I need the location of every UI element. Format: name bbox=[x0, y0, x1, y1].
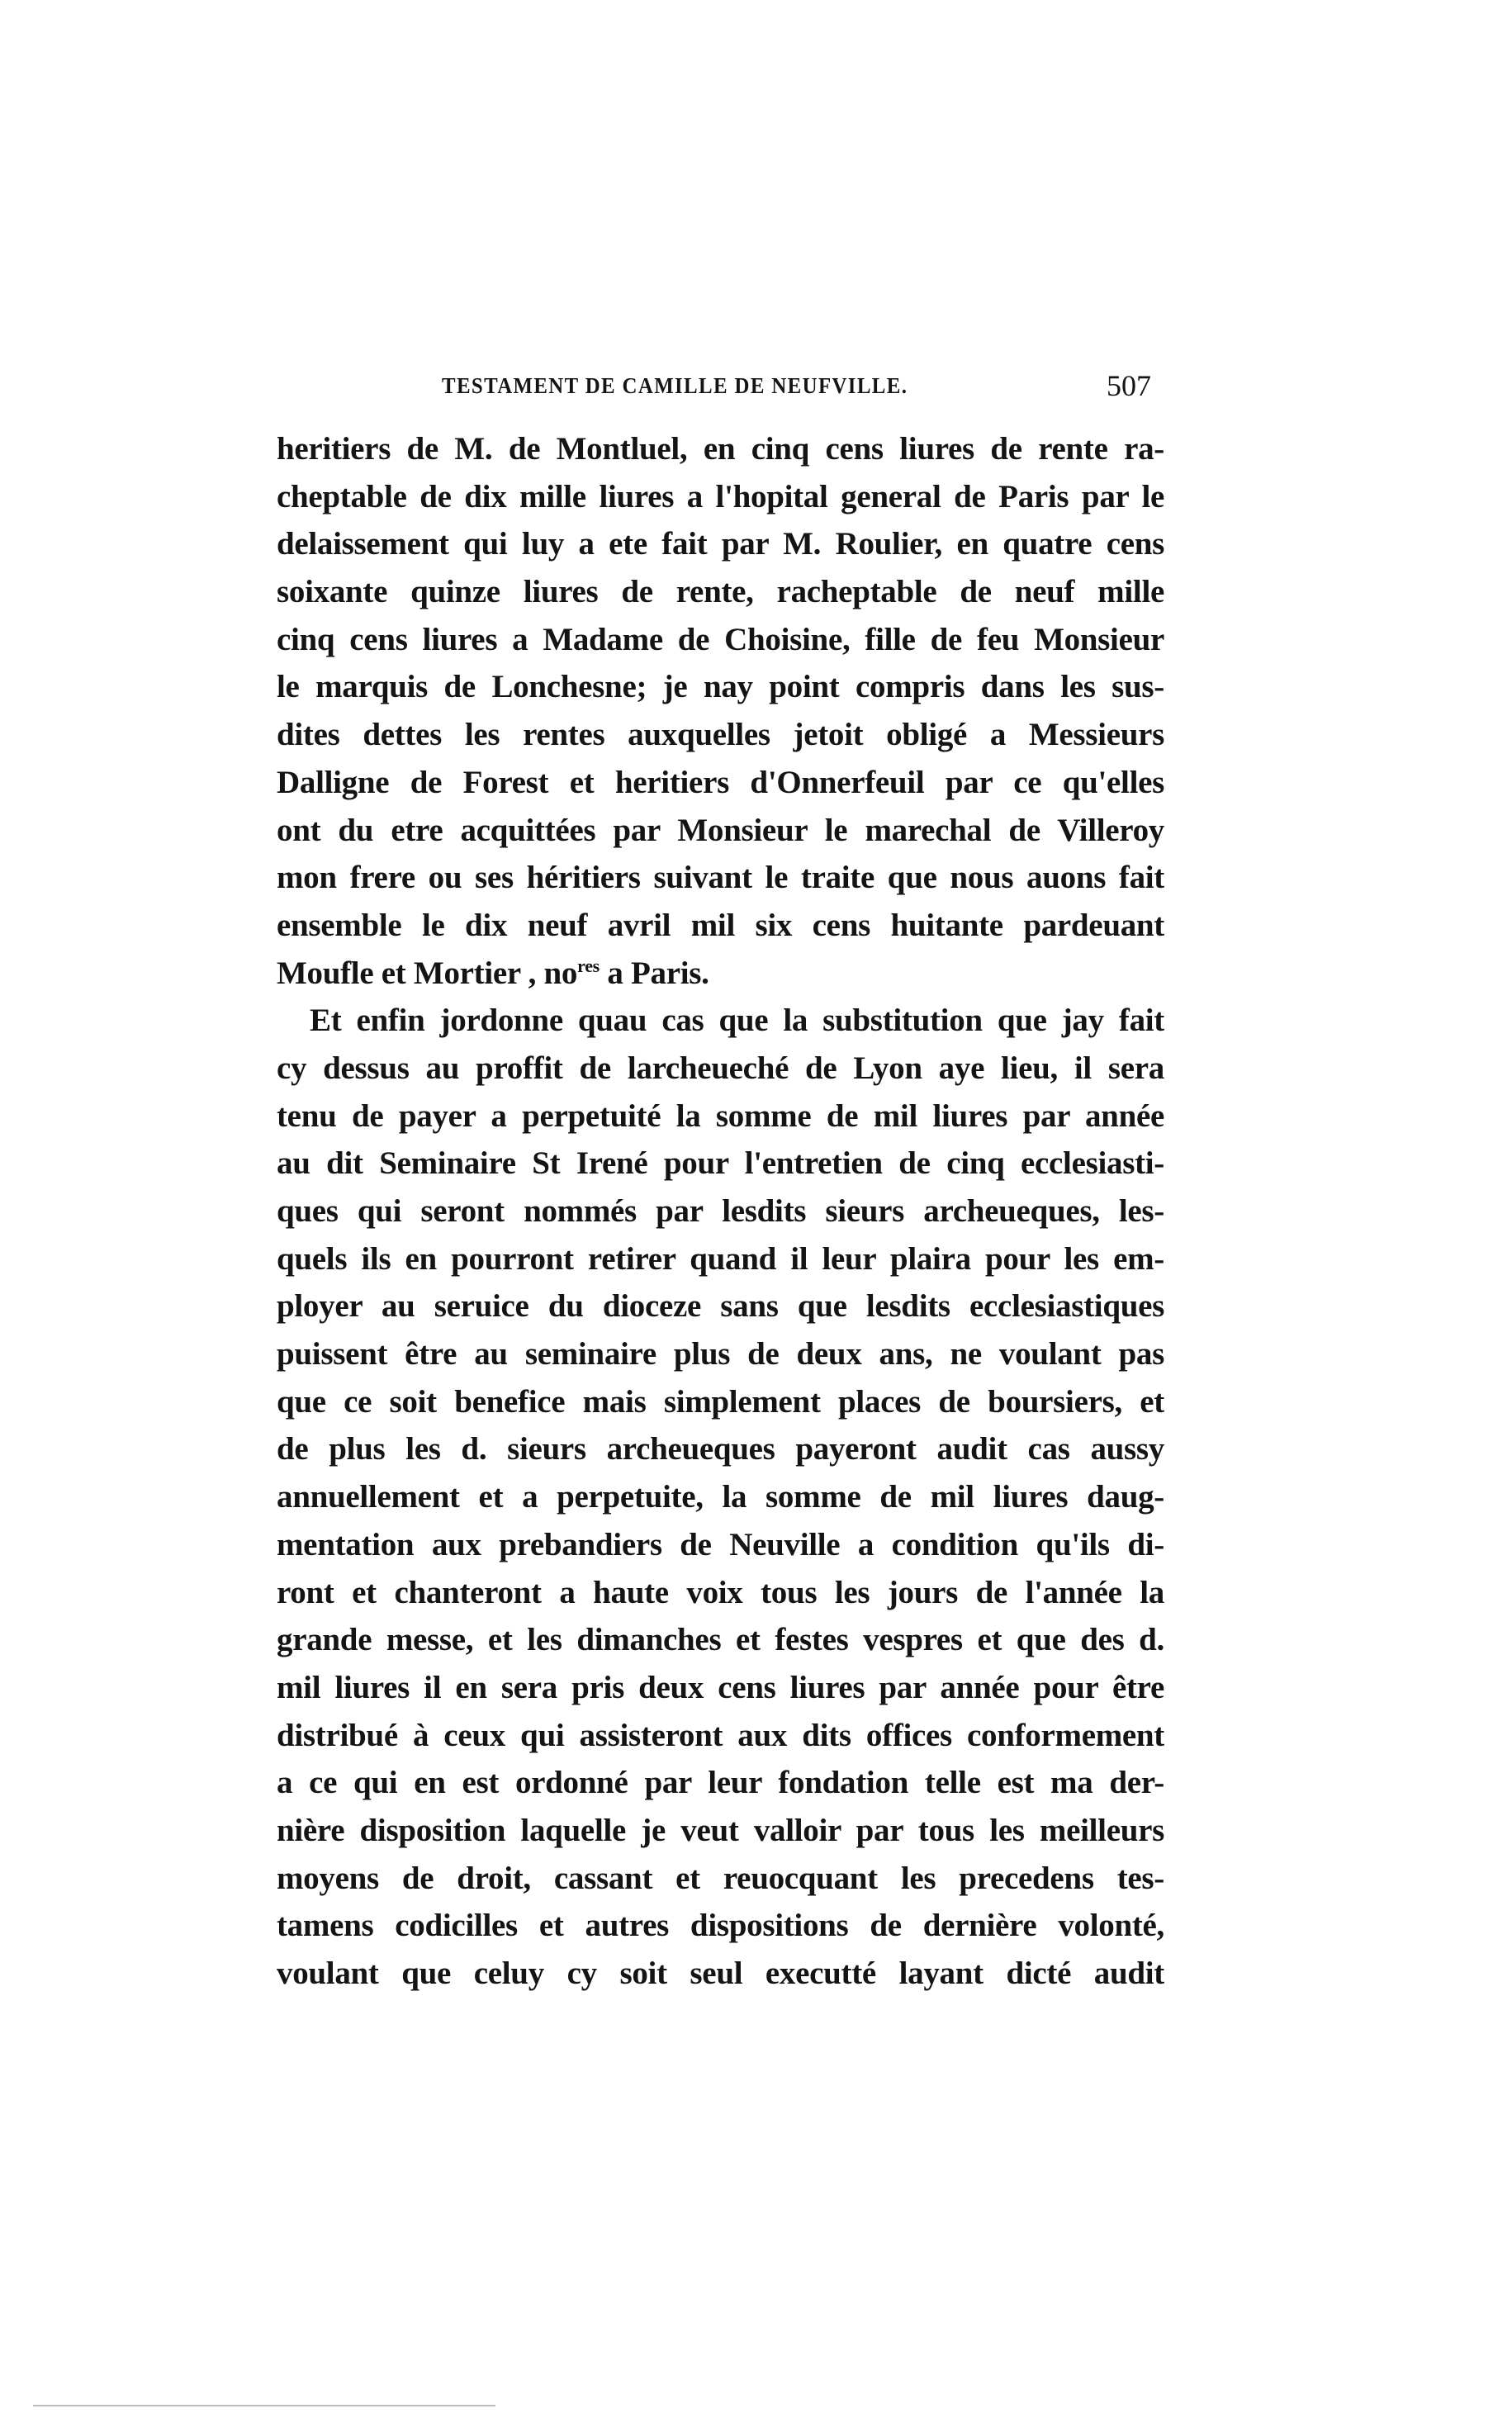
text-line: cheptable de dix mille liures a l'hopital general de Paris par le bbox=[277, 478, 1164, 514]
text-line: puissent être au seminaire plus de deux ans, ne voulant pas bbox=[277, 1336, 1164, 1373]
text-line: ont du etre acquittées par Monsieur le marechal de Villeroy bbox=[277, 812, 1164, 848]
text-line: tamens codicilles et autres dispositions de dernière volonté, bbox=[277, 1908, 1164, 1944]
paragraph-2 bbox=[277, 997, 1164, 1997]
text-span: a Paris. bbox=[599, 955, 709, 991]
running-title: TESTAMENT DE CAMILLE DE NEUFVILLE. bbox=[442, 373, 908, 398]
text-line: ployer au seruice du dioceze sans que lesdits ecclesiastiques bbox=[277, 1288, 1164, 1325]
body-text bbox=[277, 425, 1164, 1998]
text-line bbox=[277, 950, 1164, 998]
text-line: au dit Seminaire St Irené pour l'entretien de cinq ecclesiasti- bbox=[277, 1145, 1164, 1182]
text-line: que ce soit benefice mais simplement places de boursiers, et bbox=[277, 1383, 1164, 1420]
text-line: delaissement qui luy a ete fait par M. Roulier, en quatre cens bbox=[277, 526, 1164, 562]
text-line: ques qui seront nommés par lesdits sieurs archeueques, les- bbox=[277, 1193, 1164, 1229]
text-line: tenu de payer a perpetuité la somme de mil liures par année bbox=[277, 1098, 1164, 1134]
text-line: Dalligne de Forest et heritiers d'Onnerfeuil par ce qu'elles bbox=[277, 764, 1164, 800]
text-line: mentation aux prebandiers de Neuville a condition qu'ils di- bbox=[277, 1526, 1164, 1562]
paragraph-1 bbox=[277, 425, 1164, 997]
text-line: cy dessus au proffit de larcheueché de Lyon aye lieu, il sera bbox=[277, 1050, 1164, 1086]
text-line: de plus les d. sieurs archeueques payeront audit cas aussy bbox=[277, 1431, 1164, 1467]
text-line: quels ils en pourront retirer quand il leur plaira pour les em- bbox=[277, 1240, 1164, 1277]
text-line: ront et chanteront a haute voix tous les jours de l'année la bbox=[277, 1574, 1164, 1610]
text-line: distribué à ceux qui assisteront aux dits offices conformement bbox=[277, 1717, 1164, 1753]
text-line: nière disposition laquelle je veut valloir par tous les meilleurs bbox=[277, 1812, 1164, 1848]
text-line: grande messe, et les dimanches et festes vespres et que des d. bbox=[277, 1622, 1164, 1658]
superscript: res bbox=[577, 955, 600, 976]
text-line: annuellement et a perpetuite, la somme de mil liures daug- bbox=[277, 1479, 1164, 1515]
text-line: soixante quinze liures de rente, racheptable de neuf mille bbox=[277, 574, 1164, 610]
text-line: a ce qui en est ordonné par leur fondation telle est ma der- bbox=[277, 1765, 1164, 1801]
page-number: 507 bbox=[1107, 369, 1151, 402]
text-line: Et enfin jordonne quau cas que la substitution que jay fait bbox=[310, 1003, 1164, 1039]
text-line: voulant que celuy cy soit seul executté layant dicté audit bbox=[277, 1956, 1164, 1991]
scan-edge-rule bbox=[33, 2405, 495, 2406]
text-line: ensemble le dix neuf avril mil six cens huitante pardeuant bbox=[277, 907, 1164, 943]
text-line: mon frere ou ses héritiers suivant le traite que nous auons fait bbox=[277, 860, 1164, 896]
text-span: Moufle et Mortier , no bbox=[277, 955, 578, 991]
text-line: heritiers de M. de Montluel, en cinq cens liures de rente ra- bbox=[277, 431, 1164, 467]
text-line: cinq cens liures a Madame de Choisine, fille de feu Monsieur bbox=[277, 621, 1164, 657]
text-line: dites dettes les rentes auxquelles jetoit obligé a Messieurs bbox=[277, 717, 1164, 753]
text-line: le marquis de Lonchesne; je nay point compris dans les sus- bbox=[277, 669, 1164, 705]
text-line: moyens de droit, cassant et reuocquant les precedens tes- bbox=[277, 1860, 1164, 1896]
text-line: mil liures il en sera pris deux cens liures par année pour être bbox=[277, 1669, 1164, 1705]
